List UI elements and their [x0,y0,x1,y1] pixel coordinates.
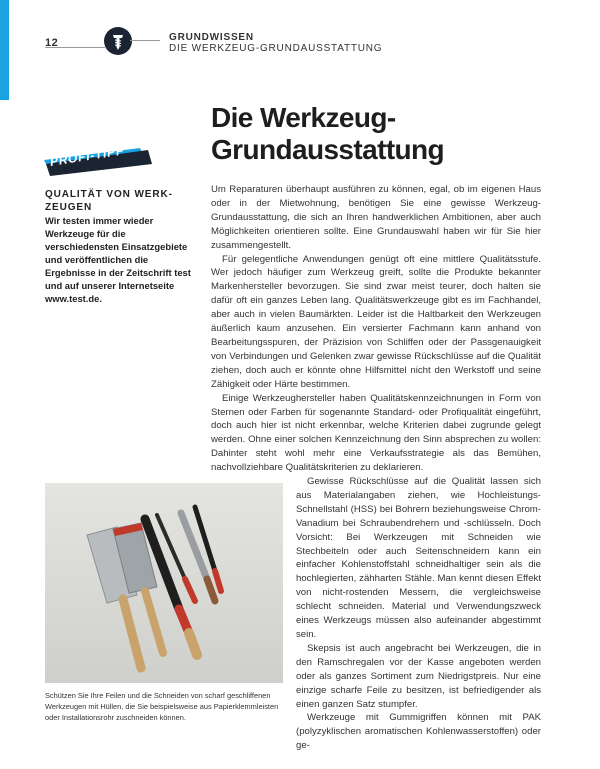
tools-illustration [45,483,283,683]
page-title-line-2: Grundausstattung [211,134,445,165]
screw-icon [104,27,132,55]
page-edge-accent [0,0,9,100]
paragraph-4: Gewisse Rückschlüsse auf die Qualität lassen sich aus Materialangaben ziehen, wie Hochleistungs-Schnellstahl (HSS) bei Bohrern beziehungsweise Chrom-Vanadium bei Schraubendrehern und -schlüsseln. Doch Vorsicht: Bei Werkzeugen mit Schneiden wie Stechbeiteln oder auch Seitenschneidern kann ein einfacher Kohlenstoffstahl schneidhaltiger sein als die hochlegierten, zähharten Stähle. Man kennt diesen Effekt von nicht-rostenden Messern, die vergleichsweise schlecht schneiden. Material und Verwendungszweck eines Werkzeugs müssen also aufeinander abgestimmt sein. [296,476,541,640]
page-title [211,102,444,166]
header-rule-right [130,40,160,41]
tip-heading: QUALITÄT VON WERK-ZEUGEN [45,189,173,213]
running-header [169,32,382,54]
page-number: 12 [45,37,59,49]
tip-text: Wir testen immer wieder Werkzeuge für die verschiedensten Einsatzgebiete und veröffentlichen die Ergebnisse in der Zeitschrift test und auf unserer Internetseite www.test.de. [45,215,191,304]
header-rule-left [45,47,105,48]
profi-tipp-label: PROFI-TIPP [48,143,126,169]
article-body-continued [296,475,541,753]
paragraph-5: Skepsis ist auch angebracht bei Werkzeugen, die in den Ramschregalen vor der Kasse angeboten werden oder als ganzes Sortiment zum Niedrigstpreis. Nur eine einzige scharfe Feile zu besitzen, ist befriedigender als einen ganzen Satz stumpfer. [296,642,541,710]
tools-photo [45,483,283,683]
article-body [211,183,541,475]
tip-sidebar [45,188,195,305]
paragraph-1: Um Reparaturen überhaupt ausführen zu können, egal, ob im eigenen Haus oder in der Mietwohnung, benötigen Sie eine gewisse Werkzeug-Grundausstattung, die sich an Ihren handwerklichen Ambitionen, aber auch Möglichkeiten orientieren sollte. Eine Grundauswahl haben wir für Sie hier zusammengestellt. [211,184,541,251]
running-header-category: GRUNDWISSEN [169,32,254,43]
profi-tipp-banner [44,143,184,176]
page-title-line-1: Die Werkzeug- [211,102,396,133]
photo-caption: Schützen Sie Ihre Feilen und die Schneiden von scharf geschliffenen Werkzeugen mit Hüllen, die Sie beispielsweise aus Papierklemmleisten oder Installationsrohr zuschneiden können. [45,691,279,722]
paragraph-2: Für gelegentliche Anwendungen genügt oft eine mittlere Qualitätsstufe. Wer jedoch häufiger zum Werkzeug greift, sollte die Produkte bekannter Markenhersteller bevorzugen. Sie sind zwar meist teurer, doch halten sie dafür oft ein ganzes Leben lang. Qualitätswerkzeuge gibt es im Fachhandel, aber auch in vielen Baumärkten. Leider ist die Haltbarkeit den Werkzeugen äußerlich kaum anzusehen. Ein versierter Fachmann kann anhand von Bearbeitungsspuren, der Präzision von Schliffen oder der Passgenauigkeit von Verbindungen und Gelenken zwar gewisse Rückschlüsse auf die Qualität ziehen, doch auch er könnte ohne Hilfsmittel nicht den Werkstoff und seine Zähigkeit oder Härte bestimmen. [211,253,541,390]
paragraph-6: Werkzeuge mit Gummigriffen können mit PAK (polyzyklischen aromatischen Kohlenwasserstoffen) oder ge- [296,712,541,752]
section-badge [104,27,132,55]
paragraph-3: Einige Werkzeughersteller haben Qualitätskennzeichnungen in Form von Sternen oder Farben für sogenannte Standard- oder Profiqualität eingeführt, doch auch hier ist nicht erkennbar, welche Kriterien dabei zugrunde gelegt werden. Ohne einer solchen Kennzeichnung den Sinn absprechen zu wollen: Dahinter steht wohl mehr eine Verkaufsstrategie als das Bemühen, nachvollziehbare Qualitätskriterien zu deklarieren. [211,392,541,474]
running-header-subtitle: DIE WERKZEUG-GRUNDAUSSTATTUNG [169,43,383,54]
